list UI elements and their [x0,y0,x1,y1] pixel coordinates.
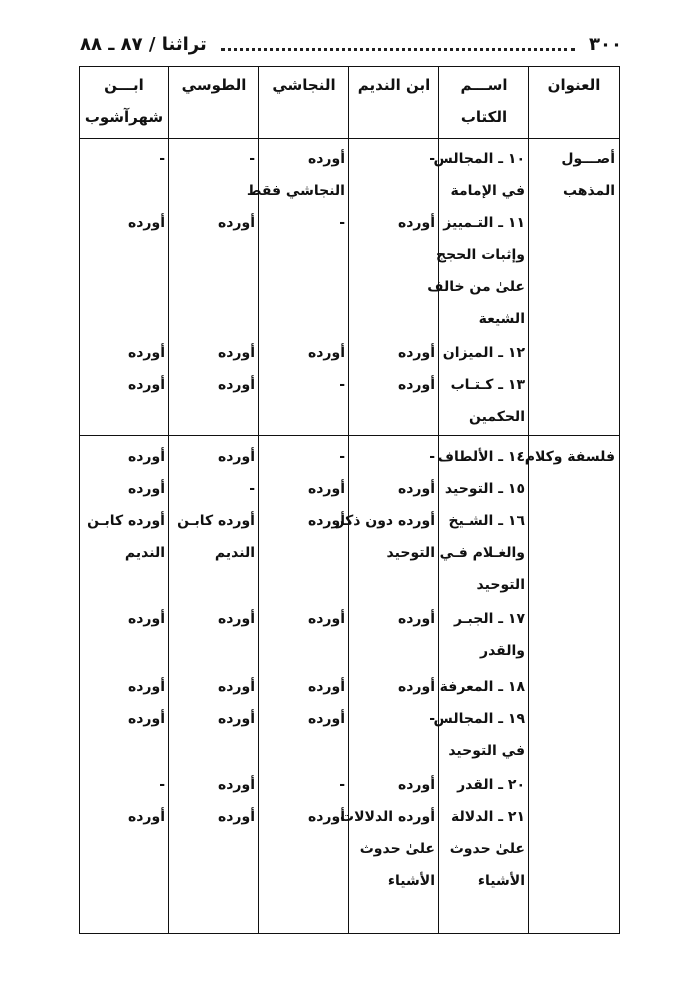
nadim-cell: - [429,711,435,727]
shahr-cell: أورده [127,711,165,727]
shahr-cell: أورده [127,377,165,393]
tusi-cell: أورده [217,809,255,825]
col-header-najashi: النجاشي [272,76,336,94]
nadim-cell: أورده [397,679,435,695]
section-title: أصـــول [561,151,615,167]
shahr-cell: أورده [127,809,165,825]
dotted-leader [221,38,575,51]
nadim-cell: التوحيد [386,545,435,561]
section-title: فلسفة وكلام [524,449,615,465]
nadim-cell: أورده [397,215,435,231]
book-name: الأشياء [477,873,525,889]
nadim-cell: أورده [397,481,435,497]
page-header [80,28,622,60]
najashi-cell: أورده [307,481,345,497]
shahr-cell: أورده [127,215,165,231]
book-name: وإثبات الحجج [436,247,525,263]
tusi-cell: أورده [217,345,255,361]
book-name: في التوحيد [448,743,525,759]
tusi-cell: أورده [217,377,255,393]
col-divider [438,67,439,933]
book-name: ٢١ ـ الدلالة [451,809,525,825]
nadim-cell: أورده [397,777,435,793]
tusi-cell: أورده [217,679,255,695]
nadim-cell: - [429,449,435,465]
najashi-cell: - [339,449,345,465]
book-name: ١٦ ـ الشـيخ [448,513,525,529]
shahr-cell: أورده [127,481,165,497]
najashi-cell: - [339,777,345,793]
najashi-cell: أورده [307,151,345,167]
journal-issue: تراثنا / ٨٧ ـ ٨٨ [80,33,207,55]
col-header-ibn-nadim: ابن النديم [357,76,431,94]
najashi-cell: النجاشي فقط [246,183,345,199]
book-name: الشيعة [478,311,525,327]
book-name: ١٩ ـ المجالس [433,711,525,727]
nadim-cell: أورده دون ذكر [336,513,435,529]
nadim-cell: الأشياء [387,873,435,889]
tusi-cell: أورده [217,711,255,727]
book-name: ١١ ـ التـمييز [443,215,525,231]
shahr-cell: أورده كابـن [87,513,165,529]
book-name: علىٰ من خالف [427,279,525,295]
najashi-cell: أورده [307,679,345,695]
shahr-cell: أورده [127,345,165,361]
book-name: التوحيد [476,577,525,593]
najashi-cell: أورده [307,809,345,825]
shahr-cell: أورده [127,611,165,627]
book-name: ١٤ ـ الألطاف [437,449,525,465]
col-header-shahrashub-1: ابـــن [104,76,144,94]
tusi-cell: أورده [217,215,255,231]
col-header-tusi: الطوسي [181,76,247,94]
tusi-cell: - [249,481,255,497]
najashi-cell: أورده [307,711,345,727]
page-number: ٣٠٠ [589,33,622,55]
tusi-cell: أورده [217,777,255,793]
najashi-cell: - [339,215,345,231]
nadim-cell: أورده [397,345,435,361]
header-rule [80,138,619,139]
tusi-cell: أورده كابـن [177,513,255,529]
nadim-cell: أورده [397,377,435,393]
book-name: والقدر [480,643,525,659]
col-header-shahrashub-2: شهرآشوب [84,108,164,126]
shahr-cell: - [159,777,165,793]
tusi-cell: - [249,151,255,167]
shahr-cell: أورده [127,679,165,695]
book-name: ١٣ ـ كـتـاب [450,377,525,393]
tusi-cell: أورده [217,611,255,627]
nadim-cell: أورده [397,611,435,627]
tusi-cell: النديم [214,545,255,561]
col-header-title: العنوان [547,76,601,94]
book-name: ٢٠ ـ القدر [457,777,525,793]
najashi-cell: أورده [307,611,345,627]
book-name: علىٰ حدوث [449,841,525,857]
col-divider [168,67,169,933]
comparison-table [79,66,620,934]
najashi-cell: - [339,377,345,393]
nadim-cell: علىٰ حدوث [359,841,435,857]
book-name: ١٨ ـ المعرفة [439,679,525,695]
shahr-cell: النديم [124,545,165,561]
book-name: ١٥ ـ التوحيد [444,481,525,497]
section-title: المذهب [562,183,615,199]
book-name: والغـلام فـي [439,545,525,561]
shahr-cell: - [159,151,165,167]
book-name: ١٧ ـ الجبـر [454,611,525,627]
col-header-book-2: الكتاب [460,108,508,126]
book-name: في الإمامة [450,183,525,199]
najashi-cell: أورده [307,513,345,529]
col-header-book-1: اســـم [460,76,508,94]
col-divider [528,67,529,933]
book-name: ١٠ ـ المجالس [433,151,525,167]
book-name: ١٢ ـ الميزان [442,345,525,361]
shahr-cell: أورده [127,449,165,465]
najashi-cell: أورده [307,345,345,361]
tusi-cell: أورده [217,449,255,465]
nadim-cell: - [429,151,435,167]
nadim-cell: أورده الدلالات [340,809,435,825]
section-rule [80,435,619,436]
book-name: الحكمين [469,409,525,425]
